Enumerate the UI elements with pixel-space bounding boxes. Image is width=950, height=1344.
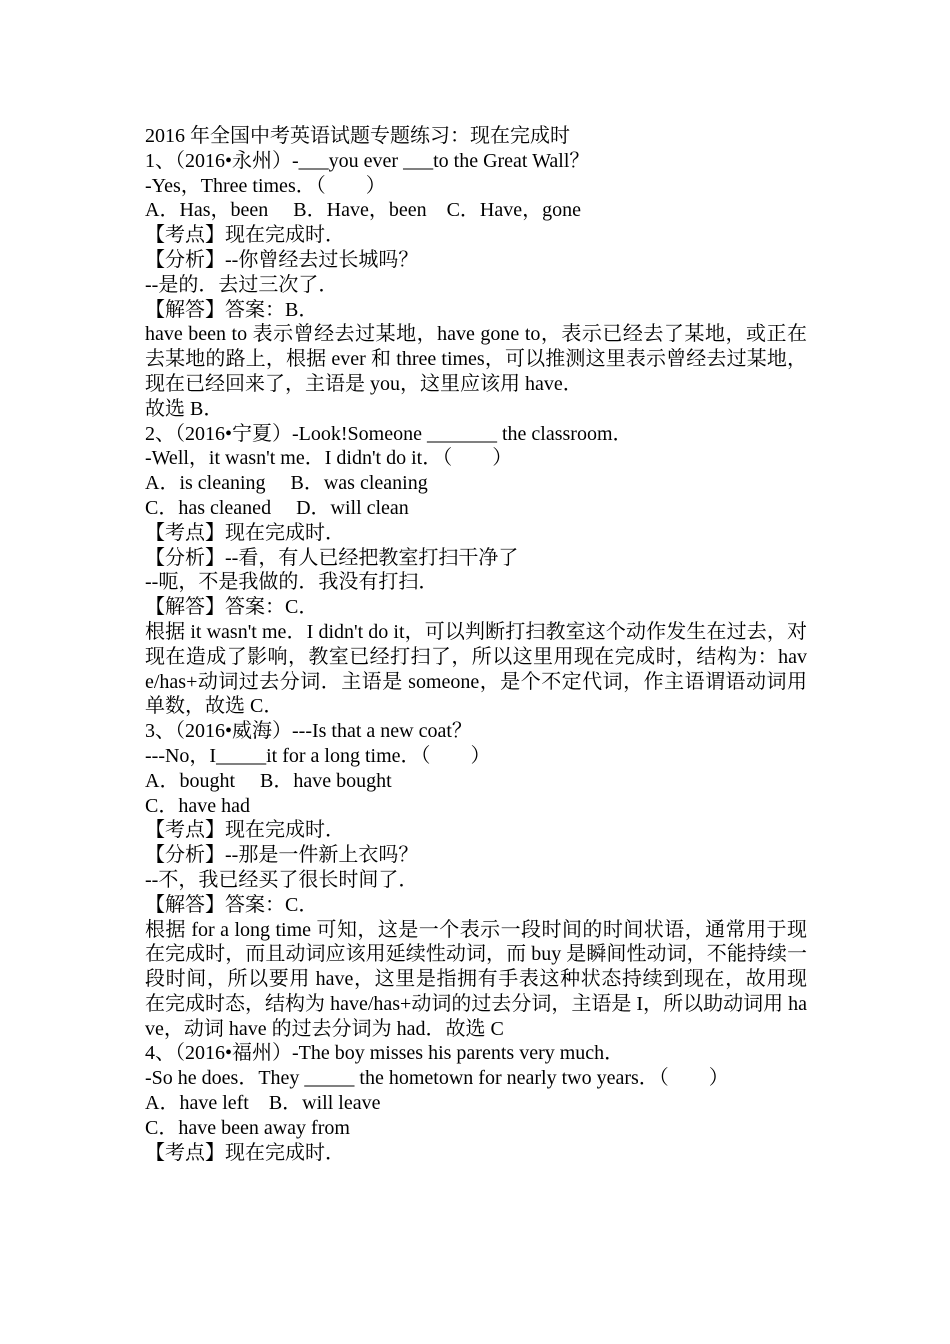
q3-answer-prompt: ---No，I_____it for a long time．（ ） [145,744,491,767]
q1-answer-prompt: -Yes，Three times．（ ） [145,174,386,197]
q2-stem: 2、（2016•宁夏）-Look!Someone _______ the classroom． [145,422,633,445]
q1-options: A．Has，been B．Have，been C．Have，gone [145,199,582,222]
q3-explanation: 根据 for a long time 可知，这是一个表示一段时间的时间状语，通常用于现在完成时，而且动词应该用延续性动词，而 buy 是瞬间性动词，不能持续一段时间，所以要用 have，这里是指拥有手表这种状态持续到现在，故用现在完成时态，结构为 have/has+动词的过去分词，主语是 I，所以助动词用 have，动词 have 的过去分词为 had．故选 C [145,918,807,1040]
page-title: 2016 年全国中考英语试题专题练习：现在完成时 [145,125,570,147]
q2-answer-prompt: -Well，it wasn't me．I didn't do it．（ ） [145,447,513,470]
q3-fenxi-answer: --不，我已经买了很长时间了． [145,868,419,891]
q2-options-row2: C．has cleaned D．will clean [145,496,409,519]
q2-kaodian: 【考点】现在完成时． [145,521,345,544]
q4-options-row2: C．have been away from [145,1116,350,1139]
q1-explanation: have been to 表示曾经去过某地，have gone to，表示已经去了某地，或正在去某地的路上，根据 ever 和 three times，可以推测这里表示曾经去过某地，现在已经回来了，主语是 you，这里应该用 have． [145,323,807,395]
q2-jieda: 【解答】答案：C． [145,596,319,619]
q4-stem: 4、（2016•福州）-The boy misses his parents very much． [145,1042,625,1065]
q2-explanation: 根据 it wasn't me．I didn't do it，可以判断打扫教室这个动作发生在过去，对现在造成了影响，教室已经打扫了，所以这里用现在完成时，结构为：have/has+动词过去分词．主语是 someone，是个不定代词，作主语谓语动词用单数，故选 C． [145,620,807,718]
q1-stem: 1、（2016•永州）-___you ever ___to the Great Wall？ [145,149,590,172]
q1-fenxi: 【分析】--你曾经去过长城吗？ [145,248,419,271]
q3-fenxi: 【分析】--那是一件新上衣吗？ [145,844,419,867]
q3-kaodian: 【考点】现在完成时． [145,819,345,842]
q1-fenxi-answer: --是的．去过三次了． [145,273,339,296]
q3-options-row1: A．bought B．have bought [145,769,392,792]
q1-conclusion: 故选 B． [145,397,224,420]
q4-options-row1: A．have left B．will leave [145,1092,381,1115]
q2-fenxi-answer: --呃，不是我做的．我没有打扫． [145,571,439,594]
q1-kaodian: 【考点】现在完成时． [145,224,345,247]
q2-options-row1: A．is cleaning B．was cleaning [145,472,428,495]
q3-options-row2: C．have had [145,794,250,817]
q4-kaodian: 【考点】现在完成时． [145,1141,345,1164]
q3-stem: 3、（2016•威海）---Is that a new coat？ [145,720,472,743]
document-page [145,124,807,1165]
q2-fenxi: 【分析】--看，有人已经把教室打扫干净了 [145,546,519,569]
q1-jieda: 【解答】答案：B． [145,298,319,321]
q3-jieda: 【解答】答案：C． [145,893,319,916]
q4-answer-prompt: -So he does．They _____ the hometown for nearly two years．（ ） [145,1067,729,1090]
